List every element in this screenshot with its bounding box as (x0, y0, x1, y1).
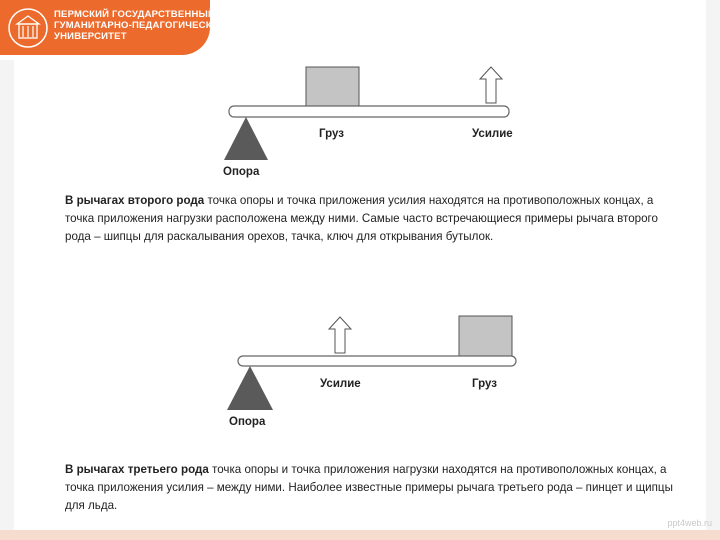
label-force-1: Усилие (472, 128, 513, 140)
university-name-line3: УНИВЕРСИТЕТ (54, 31, 127, 42)
label-fulcrum-1: Опора (223, 166, 260, 178)
paragraph-third-class (65, 461, 675, 515)
paragraph-second-class-bold: В рычагах второго рода (65, 194, 205, 207)
site-watermark: ppt4web.ru (667, 518, 712, 528)
label-fulcrum-2: Опора (229, 416, 266, 428)
paragraph-second-class-text: точка опоры и точка приложения усилия находятся на противоположных концах, а точка приложения нагрузки расположена между ними. Самые часто встречающиеся примеры рычага второго рода – шипцы для раскалывания орехов, тачка, ключ для открывания бутылок. (65, 194, 658, 243)
fulcrum-triangle (227, 366, 273, 410)
paragraph-third-class-bold: В рычагах третьего рода (65, 463, 209, 476)
force-arrow-up-icon (329, 317, 351, 353)
paragraph-third-class-text: точка опоры и точка приложения нагрузки находятся на противоположных концах, а точка приложения усилия – между ними. Наиболее известные примеры рычага третьего рода – пинцет и щипцы для льда. (65, 463, 673, 512)
label-force-2: Усилие (320, 378, 361, 390)
lever-bar (238, 356, 516, 366)
label-load-2: Груз (472, 378, 497, 390)
load-box (459, 316, 512, 356)
label-load-1: Груз (319, 128, 344, 140)
university-name-line1: ПЕРМСКИЙ ГОСУДАРСТВЕННЫЙ (54, 9, 216, 20)
university-name-line2: ГУМАНИТАРНО-ПЕДАГОГИЧЕСКИЙ (54, 20, 226, 31)
